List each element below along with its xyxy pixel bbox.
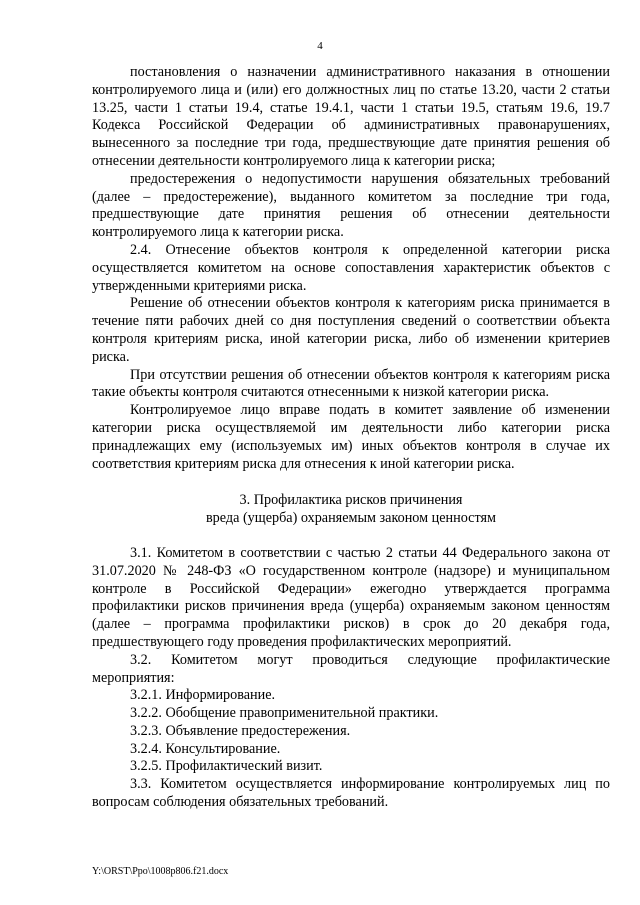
document-body	[92, 64, 610, 812]
paragraph: 2.4. Отнесение объектов контроля к определенной категории риска осуществляется комитетом на основе сопоставления характеристик объектов с утвержденными критериями риска.	[92, 241, 610, 294]
paragraph: Контролируемое лицо вправе подать в комитет заявление об изменении категории риска осуществляемой им деятельности либо категории риска принадлежащих ему (используемых им) иных объектов контроля в случае их соответствия критериям риска для отнесения к иной категории риска.	[92, 402, 610, 472]
section-heading	[92, 492, 610, 528]
section-heading-line-2: вреда (ущерба) охраняемым законом ценностям	[205, 510, 496, 527]
page-number: 4	[317, 40, 323, 52]
paragraph: постановления о назначении административного наказания в отношении контролируемого лица и (или) его должностных лиц по статье 13.20, части 2 статьи 13.25, части 1 статьи 19.4, статье 19.4.1, части 1 статьи 19.5, статьям 19.6, 19.7 Кодекса Российской Федерации об административных правонарушениях, вынесенного за последние три года, предшествующие дате принятия решения об отнесении деятельности контролируемого лица к категории риска;	[92, 64, 610, 169]
paragraph: Решение об отнесении объектов контроля к категориям риска принимается в течение пяти рабочих дней со дня поступления сведений о соответствии объекта контроля критериям риска, иной категории риска, либо об изменении критериев риска.	[92, 295, 610, 365]
paragraph: предостережения о недопустимости нарушения обязательных требований (далее – предостережение), выданного комитетом за последние три года, предшествующие дате принятия решения об отнесении деятельности контролируемого лица к категории риска.	[92, 170, 610, 241]
paragraph: 3.2. Комитетом могут проводиться следующие профилактические мероприятия:	[92, 651, 610, 686]
paragraph: 3.2.2. Обобщение правоприменительной практики.	[130, 705, 439, 722]
section-heading-line-1: 3. Профилактика рисков причинения	[239, 492, 463, 509]
paragraphs-after-heading	[92, 545, 610, 812]
paragraph: 3.2.1. Информирование.	[130, 687, 276, 704]
footer-file-path: Y:\ORST\Ppo\1008p806.f21.docx	[92, 866, 229, 877]
paragraph: При отсутствии решения об отнесении объектов контроля к категориям риска такие объекты контроля считаются отнесенными к низкой категории риска.	[92, 366, 610, 401]
paragraphs-before-heading	[92, 64, 610, 473]
paragraph: 3.2.4. Консультирование.	[130, 740, 281, 757]
paragraph: 3.2.5. Профилактический визит.	[130, 758, 323, 775]
paragraph: 3.1. Комитетом в соответствии с частью 2 статьи 44 Федерального закона от 31.07.2020 № 248-ФЗ «О государственном контроле (надзоре) и муниципальном контроле в Российской Федерации» ежегодно утверждается программа профилактики рисков причинения вреда (ущерба) охраняемым законом ценностям (далее – программа профилактики рисков) в срок до 20 декабря года, предшествующего году проведения профилактических мероприятий.	[92, 544, 610, 650]
paragraph: 3.3. Комитетом осуществляется информирование контролируемых лиц по вопросам соблюдения обязательных требований.	[92, 776, 610, 811]
paragraph: 3.2.3. Объявление предостережения.	[130, 722, 351, 739]
